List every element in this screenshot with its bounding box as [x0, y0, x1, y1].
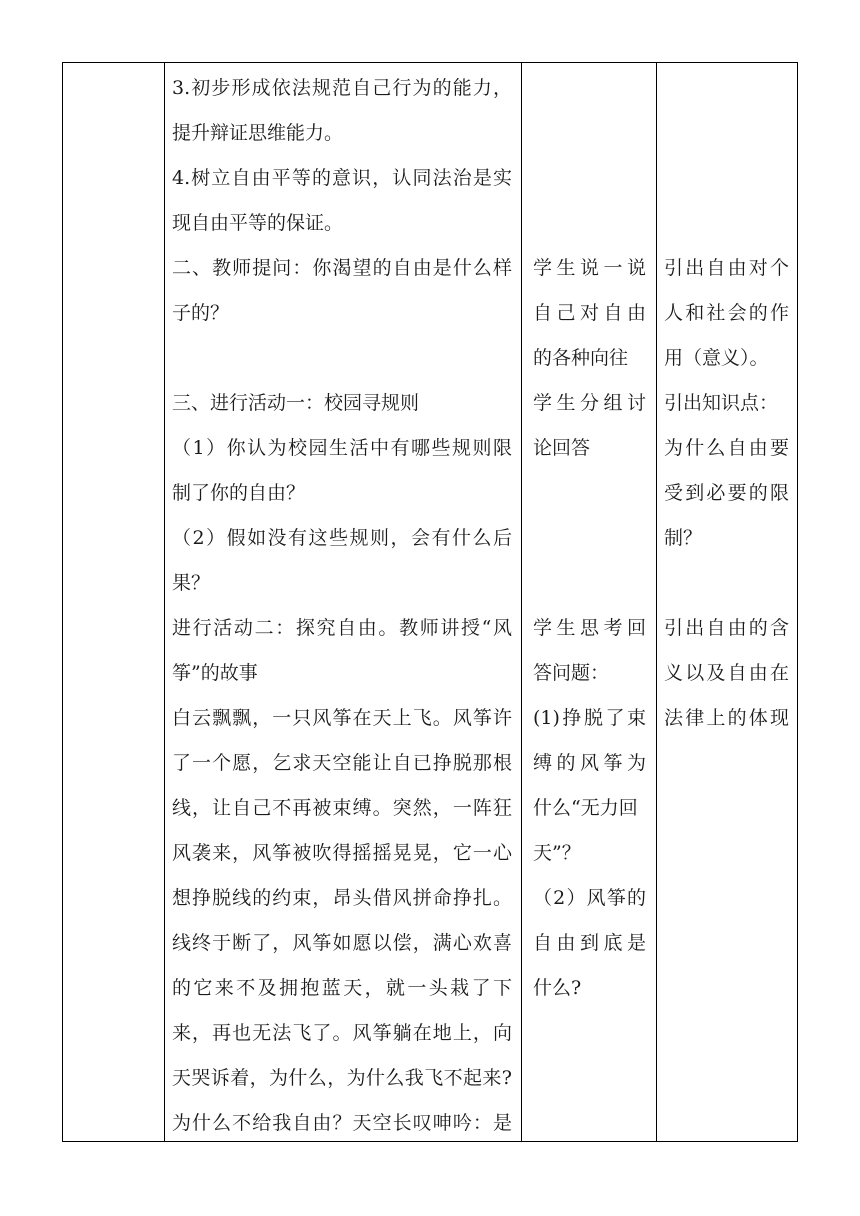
text-line: 进行活动二：探究自由。教师讲授“风 [172, 617, 512, 639]
text-line: 学生分组讨 [533, 392, 646, 414]
text-line: 线终于断了，风筝如愿以偿，满心欢喜 [172, 932, 512, 954]
text-line: 自由到底是 [533, 932, 646, 954]
table-bottom-border [62, 1141, 798, 1142]
text-line: 子的？ [172, 302, 230, 324]
text-line: 了一个愿，乞求天空能让自已挣脱那根 [172, 752, 512, 774]
text-line: 法律上的体现 [664, 707, 789, 729]
column-divider-2 [521, 62, 522, 1142]
text-line: 天”？ [533, 842, 581, 864]
text-line: 制了你的自由？ [172, 482, 306, 504]
text-line: 风袭来，风筝被吹得摇摇晃晃，它一心 [172, 842, 512, 864]
text-line: (1)挣脱了束 [533, 707, 646, 729]
text-line: 为什么自由要 [664, 437, 789, 459]
text-line: 天哭诉着，为什么，为什么我飞不起来? [172, 1067, 512, 1089]
text-line: 义以及自由在 [664, 662, 789, 684]
text-line: 受到必要的限 [664, 482, 789, 504]
text-line: 来，再也无法飞了。风筝躺在地上，向 [172, 1022, 512, 1044]
text-line: 答问题： [533, 662, 610, 684]
text-line: 自己对自由 [533, 302, 646, 324]
text-line: 的各种向往 [533, 347, 629, 369]
text-line: 白云飘飘，一只风筝在天上飞。风筝许 [172, 707, 512, 729]
text-line: 为什么不给我自由？天空长叹呻吟：是 [172, 1112, 512, 1134]
text-line: 什么? [533, 977, 582, 999]
text-line: 人和社会的作 [664, 302, 789, 324]
text-line: 引出自由的含 [664, 617, 789, 639]
text-line: 学生说一说 [533, 257, 646, 279]
text-line: 论回答 [533, 437, 591, 459]
text-line: 二、教师提问：你渴望的自由是什么样 [172, 257, 512, 279]
column-divider-1 [164, 62, 165, 1142]
text-line: 想挣脱线的约束，昂头借风拼命挣扎。 [172, 887, 512, 909]
text-line: 4.树立自由平等的意识，认同法治是实 [172, 167, 512, 189]
text-line: 制？ [664, 527, 703, 549]
table-right-border [797, 62, 798, 1142]
column-divider-3 [656, 62, 657, 1142]
table-left-border [62, 62, 63, 1142]
text-line: 的它来不及拥抱蓝天，就一头栽了下 [172, 977, 512, 999]
text-line: 什么“无力回 [533, 797, 638, 819]
text-line: 引出知识点： [664, 392, 779, 414]
text-line: 学生思考回 [533, 617, 646, 639]
text-line: 3.初步形成依法规范自己行为的能力， [172, 77, 512, 99]
text-line: 用（意义）。 [664, 347, 769, 369]
table-top-border [62, 62, 798, 63]
text-line: （1）你认为校园生活中有哪些规则限 [172, 437, 512, 459]
text-line: 线，让自己不再被束缚。突然，一阵狂 [172, 797, 512, 819]
text-line: 三、进行活动一：校园寻规则 [172, 392, 420, 414]
text-line: 缚的风筝为 [533, 752, 646, 774]
text-line: 现自由平等的保证。 [172, 212, 344, 234]
text-line: 引出自由对个 [664, 257, 789, 279]
text-line: 提升辩证思维能力。 [172, 122, 344, 144]
text-line: 果？ [172, 572, 211, 594]
text-line: 筝”的故事 [172, 662, 258, 684]
text-line: （2）假如没有这些规则，会有什么后 [172, 527, 512, 549]
text-line: （2）风筝的 [533, 887, 646, 909]
